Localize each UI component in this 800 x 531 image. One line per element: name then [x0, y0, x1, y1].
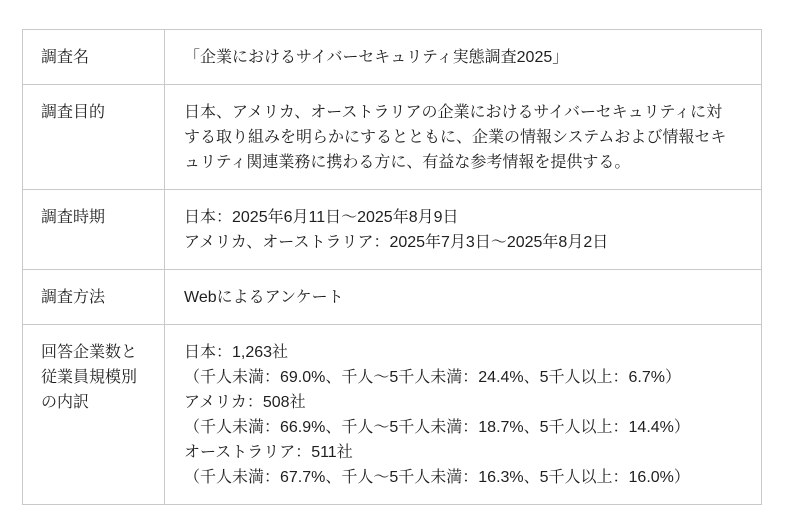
- table-row-respondent-breakdown: [23, 325, 762, 505]
- value-line: 「企業におけるサイバーセキュリティ実態調査2025」: [184, 49, 569, 66]
- row-label-survey-purpose: [23, 85, 165, 190]
- row-value-survey-period: [165, 190, 762, 270]
- value-line: 日本：2025年6月11日～2025年8月9日: [184, 209, 459, 226]
- label-line: 調査目的: [41, 104, 106, 121]
- survey-table-container: [22, 29, 762, 505]
- label-line: 調査時期: [41, 209, 106, 226]
- table-row-survey-period: [23, 190, 762, 270]
- label-line: の内訳: [41, 394, 90, 411]
- row-value-respondent-breakdown: [165, 325, 762, 505]
- value-line: する取り組みを明らかにするとともに、企業の情報システムおよび情報セキ: [184, 129, 727, 146]
- value-line: アメリカ：508社: [184, 394, 306, 411]
- row-value-survey-purpose: [165, 85, 762, 190]
- survey-overview-table: [22, 29, 762, 505]
- row-label-survey-name: [23, 30, 165, 85]
- value-line: （千人未満：69.0%、千人～5千人未満：24.4%、5千人以上：6.7%）: [184, 369, 682, 386]
- row-label-survey-period: [23, 190, 165, 270]
- value-line: （千人未満：67.7%、千人～5千人未満：16.3%、5千人以上：16.0%）: [184, 469, 690, 486]
- label-line: 調査方法: [41, 289, 106, 306]
- table-row-survey-name: [23, 30, 762, 85]
- label-line: 回答企業数と: [41, 344, 138, 361]
- value-line: 日本、アメリカ、オーストラリアの企業におけるサイバーセキュリティに対: [184, 104, 723, 121]
- table-row-survey-method: [23, 270, 762, 325]
- label-line: 調査名: [41, 49, 90, 66]
- value-line: ュリティ関連業務に携わる方に、有益な参考情報を提供する。: [184, 154, 631, 171]
- row-label-survey-method: [23, 270, 165, 325]
- row-value-survey-method: [165, 270, 762, 325]
- row-value-survey-name: [165, 30, 762, 85]
- label-line: 従業員規模別: [41, 369, 138, 386]
- value-line: オーストラリア：511社: [184, 444, 353, 461]
- value-line: アメリカ、オーストラリア：2025年7月3日～2025年8月2日: [184, 234, 609, 251]
- value-line: 日本：1,263社: [184, 344, 289, 361]
- row-label-respondent-breakdown: [23, 325, 165, 505]
- value-line: Webによるアンケート: [184, 289, 344, 306]
- table-row-survey-purpose: [23, 85, 762, 190]
- value-line: （千人未満：66.9%、千人～5千人未満：18.7%、5千人以上：14.4%）: [184, 419, 690, 436]
